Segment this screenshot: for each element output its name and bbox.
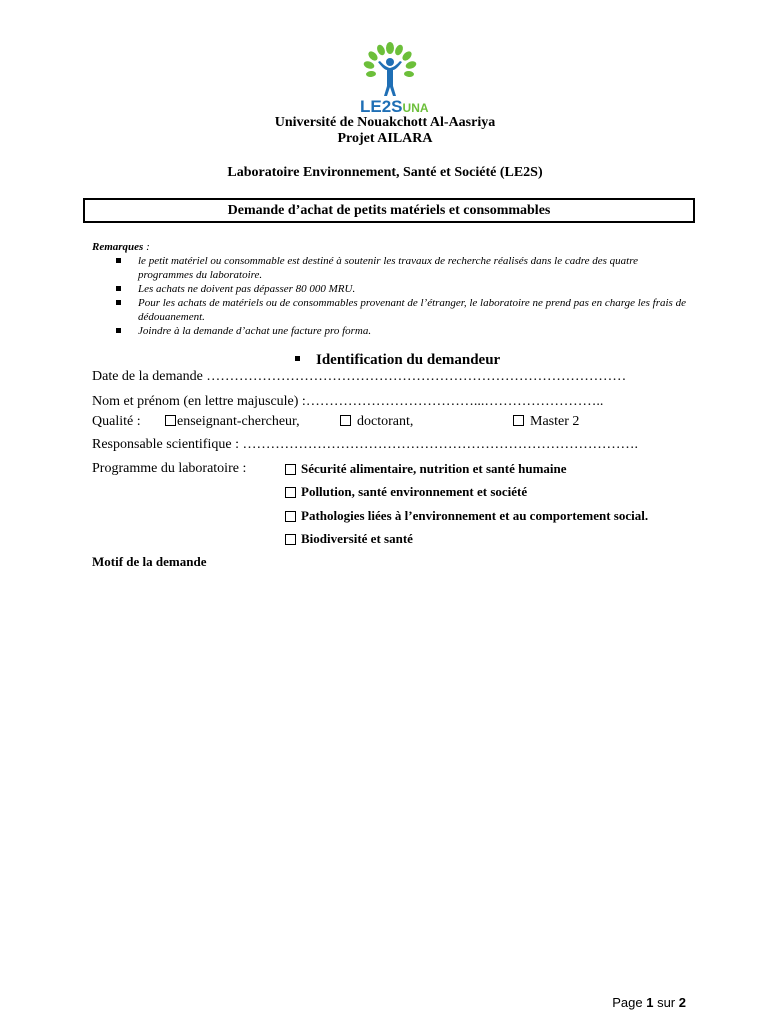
bullet-icon xyxy=(116,286,121,291)
section-title-identification: Identification du demandeur xyxy=(295,352,500,369)
bullet-icon xyxy=(116,300,121,305)
checkbox-icon[interactable] xyxy=(285,487,296,498)
program-label: Programme du laboratoire : xyxy=(92,461,247,476)
checkbox-icon[interactable] xyxy=(165,415,176,426)
checkbox-icon[interactable] xyxy=(285,511,296,522)
remarks-list xyxy=(92,254,692,338)
program-option-biodiversity[interactable]: Biodiversité et santé xyxy=(285,531,413,547)
remark-item: Pour les achats de matériels ou de consommables provenant de l’étranger, le laboratoire ne prend pas en charge les frais de dédouanement. xyxy=(92,296,692,324)
project-name: Projet AILARA xyxy=(337,131,433,146)
full-name-field[interactable]: Nom et prénom (en lettre majuscule) :………………………………...…………………….. xyxy=(92,394,604,409)
scientific-responsible-field[interactable]: Responsable scientifique : …………………………………………………………………………. xyxy=(92,437,638,452)
quality-option-enseignant[interactable]: enseignant-chercheur, xyxy=(165,414,300,430)
laboratory-name: Laboratoire Environnement, Santé et Société (LE2S) xyxy=(227,165,543,180)
checkbox-icon[interactable] xyxy=(513,415,524,426)
bullet-icon xyxy=(295,356,300,361)
program-option-pollution[interactable]: Pollution, santé environnement et société xyxy=(285,484,527,500)
page-number: Page 1 sur 2 xyxy=(612,995,686,1010)
request-date-field[interactable]: Date de la demande ……………………………………………………………………………… xyxy=(92,369,627,384)
remarks-block: Remarques : le petit matériel ou consommable est destiné à soutenir les travaux de recherche réalisés dans le cadre des quatre programmes du laboratoire. Les achats ne doivent pas dépasser 80 000 MRU. Pour les achats de matériels ou de consommables provenant de l’étranger, le laboratoire ne prend pas en charge les frais de dédouanement. Joindre à la demande d’achat une facture pro forma. xyxy=(92,240,692,338)
remarks-title: Remarques xyxy=(92,241,144,253)
le2s-una-logo xyxy=(340,40,440,116)
remark-item: Joindre à la demande d’achat une facture pro forma. xyxy=(92,324,692,338)
university-name: Université de Nouakchott Al-Aasriya xyxy=(274,115,496,130)
checkbox-icon[interactable] xyxy=(340,415,351,426)
tree-person-logo-icon xyxy=(363,42,418,96)
motif-label: Motif de la demande xyxy=(92,554,207,569)
checkbox-icon[interactable] xyxy=(285,464,296,475)
quality-option-master[interactable]: Master 2 xyxy=(513,414,579,430)
program-option-food-security[interactable]: Sécurité alimentaire, nutrition et santé humaine xyxy=(285,461,567,477)
program-option-pathologies[interactable]: Pathologies liées à l’environnement et au comportement social. xyxy=(285,508,648,524)
quality-label: Qualité : xyxy=(92,414,141,429)
form-title: Demande d’achat de petits matériels et consommables xyxy=(83,198,695,223)
remark-item: Les achats ne doivent pas dépasser 80 000 MRU. xyxy=(92,282,692,296)
bullet-icon xyxy=(116,258,121,263)
checkbox-icon[interactable] xyxy=(285,534,296,545)
logo-text: LE2SUNA xyxy=(360,97,429,116)
remark-item: le petit matériel ou consommable est destiné à soutenir les travaux de recherche réalisés dans le cadre des quatre programmes du laboratoire. xyxy=(92,254,692,282)
quality-option-doctorant[interactable]: doctorant, xyxy=(340,414,413,430)
bullet-icon xyxy=(116,328,121,333)
